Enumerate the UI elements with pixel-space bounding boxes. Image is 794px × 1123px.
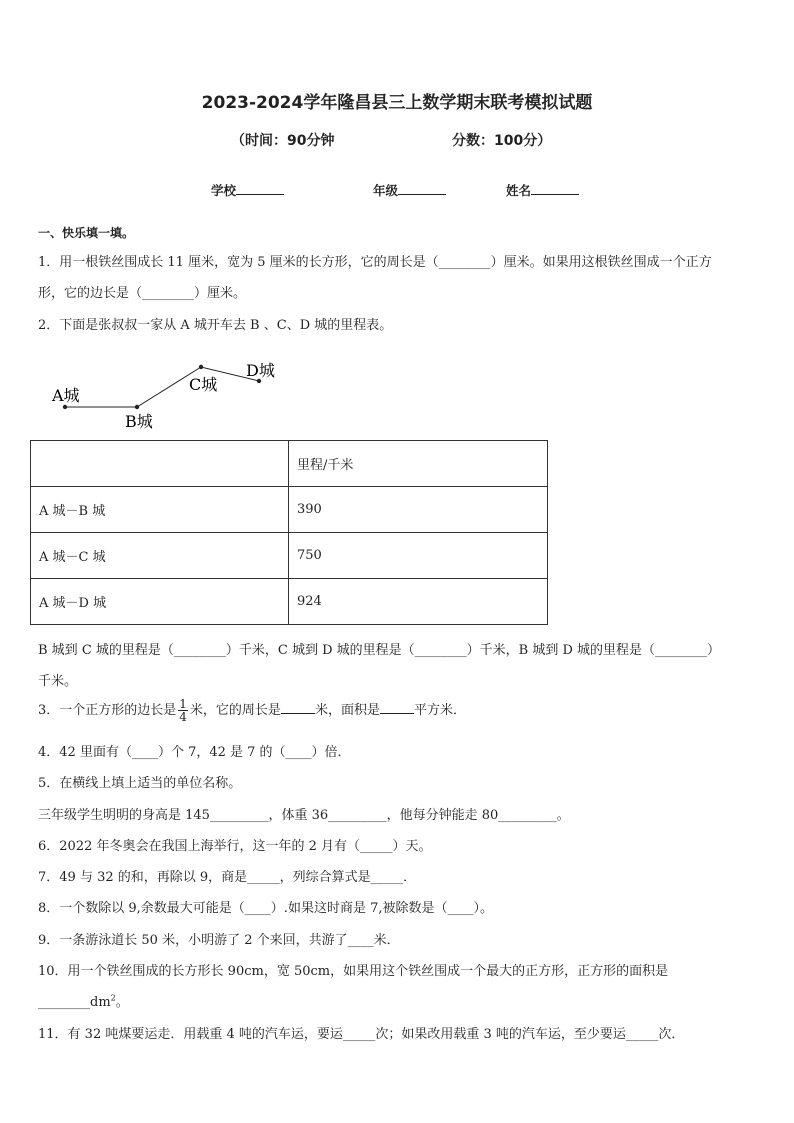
question-6: 6．2022 年冬奥会在我国上海举行，这一年的 2 月有（_____）天。 bbox=[38, 839, 432, 854]
route-diagram bbox=[48, 352, 308, 432]
table-row bbox=[31, 579, 548, 625]
table-row bbox=[31, 487, 548, 533]
label-b-city: B城 bbox=[125, 412, 153, 431]
area-blank[interactable] bbox=[380, 700, 414, 714]
point-a bbox=[63, 405, 67, 409]
question-9: 9．一条游泳道长 50 米，小明游了 2 个来回，共游了____米． bbox=[38, 933, 400, 948]
exam-time: （时间：90分钟 bbox=[231, 133, 335, 149]
question-1-line-2: 形，它的边长是（________）厘米。 bbox=[38, 286, 247, 301]
question-3-prefix: 3．一个正方形的边长是 bbox=[38, 703, 177, 718]
question-5-intro: 5．在横线上填上适当的单位名称。 bbox=[38, 776, 242, 791]
point-c bbox=[199, 365, 203, 369]
point-b bbox=[135, 405, 139, 409]
question-11: 11．有 32 吨煤要运走．用载重 4 吨的汽车运，要运_____次；如果改用载重 3 吨的汽车运，至少要运_____次． bbox=[38, 1027, 685, 1042]
question-10-end: 。 bbox=[115, 995, 129, 1010]
question-10-line-1: 10．用一个铁丝围成的长方形长 90cm，宽 50cm，如果用这个铁丝围成一个最大的正方形，正方形的面积是 bbox=[38, 964, 669, 979]
question-10-line-2 bbox=[38, 991, 129, 1010]
label-c-city: C城 bbox=[189, 375, 218, 394]
name-blank[interactable] bbox=[531, 182, 579, 195]
question-10-answer: ________dm bbox=[38, 995, 111, 1010]
table-cell-distance: 750 bbox=[289, 533, 548, 579]
perimeter-blank[interactable] bbox=[281, 700, 315, 714]
label-d-city: D城 bbox=[246, 361, 275, 380]
fraction-denominator: 4 bbox=[179, 710, 187, 724]
name-field bbox=[506, 181, 579, 199]
label-a-city: A城 bbox=[52, 386, 80, 405]
question-8: 8．一个数除以 9,余数最大可能是（____）.如果这时商是 7,被除数是（____）。 bbox=[38, 901, 493, 916]
question-3-text-2: 米，面积是 bbox=[314, 703, 380, 718]
school-blank[interactable] bbox=[236, 182, 284, 195]
route-polyline bbox=[65, 367, 259, 407]
square-exponent: 2 bbox=[110, 993, 116, 1003]
table-cell-route: A 城－D 城 bbox=[31, 579, 289, 625]
question-3 bbox=[38, 698, 466, 723]
table-header-row bbox=[31, 441, 548, 487]
mileage-table bbox=[30, 440, 548, 625]
page-title: 2023-2024学年隆昌县三上数学期末联考模拟试题 bbox=[201, 93, 593, 113]
question-3-text-3: 平方米． bbox=[413, 703, 466, 718]
question-7: 7．49 与 32 的和，再除以 9，商是_____，列综合算式是_____． bbox=[38, 870, 417, 885]
fraction-numerator: 1 bbox=[179, 697, 187, 711]
table-cell-route: A 城－B 城 bbox=[31, 487, 289, 533]
grade-field bbox=[373, 181, 446, 199]
question-2-intro: 2．下面是张叔叔一家从 A 城开车去 B 、C、D 城的里程表。 bbox=[38, 318, 393, 333]
question-5-line: 三年级学生明明的身高是 145_________，体重 36_________，他每分钟能走 80_________。 bbox=[38, 808, 570, 823]
table-cell-distance: 390 bbox=[289, 487, 548, 533]
school-label: 学校 bbox=[211, 183, 237, 198]
name-label: 姓名 bbox=[506, 183, 532, 198]
grade-label: 年级 bbox=[373, 183, 399, 198]
question-2-answer-line-1: B 城到 C 城的里程是（________）千米，C 城到 D 城的里程是（________）千米，B 城到 D 城的里程是（________） bbox=[38, 643, 721, 658]
question-1-line-1: 1．用一根铁丝围成长 11 厘米，宽为 5 厘米的长方形，它的周长是（________）厘米。如果用这根铁丝围成一个正方 bbox=[38, 255, 712, 270]
table-cell-distance: 924 bbox=[289, 579, 548, 625]
grade-blank[interactable] bbox=[398, 182, 446, 195]
question-3-text-1: 米，它的周长是 bbox=[189, 703, 281, 718]
school-field bbox=[211, 181, 284, 199]
table-header-cell: 里程/千米 bbox=[289, 441, 548, 487]
fraction-one-quarter bbox=[178, 698, 188, 723]
table-cell-route: A 城－C 城 bbox=[31, 533, 289, 579]
table-row bbox=[31, 533, 548, 579]
table-header-cell bbox=[31, 441, 289, 487]
question-4: 4．42 里面有（____）个 7，42 是 7 的（____）倍． bbox=[38, 745, 351, 760]
section-heading: 一、快乐填一填。 bbox=[38, 226, 135, 240]
question-2-answer-line-2: 千米。 bbox=[38, 674, 78, 689]
exam-score: 分数：100分） bbox=[452, 133, 552, 149]
